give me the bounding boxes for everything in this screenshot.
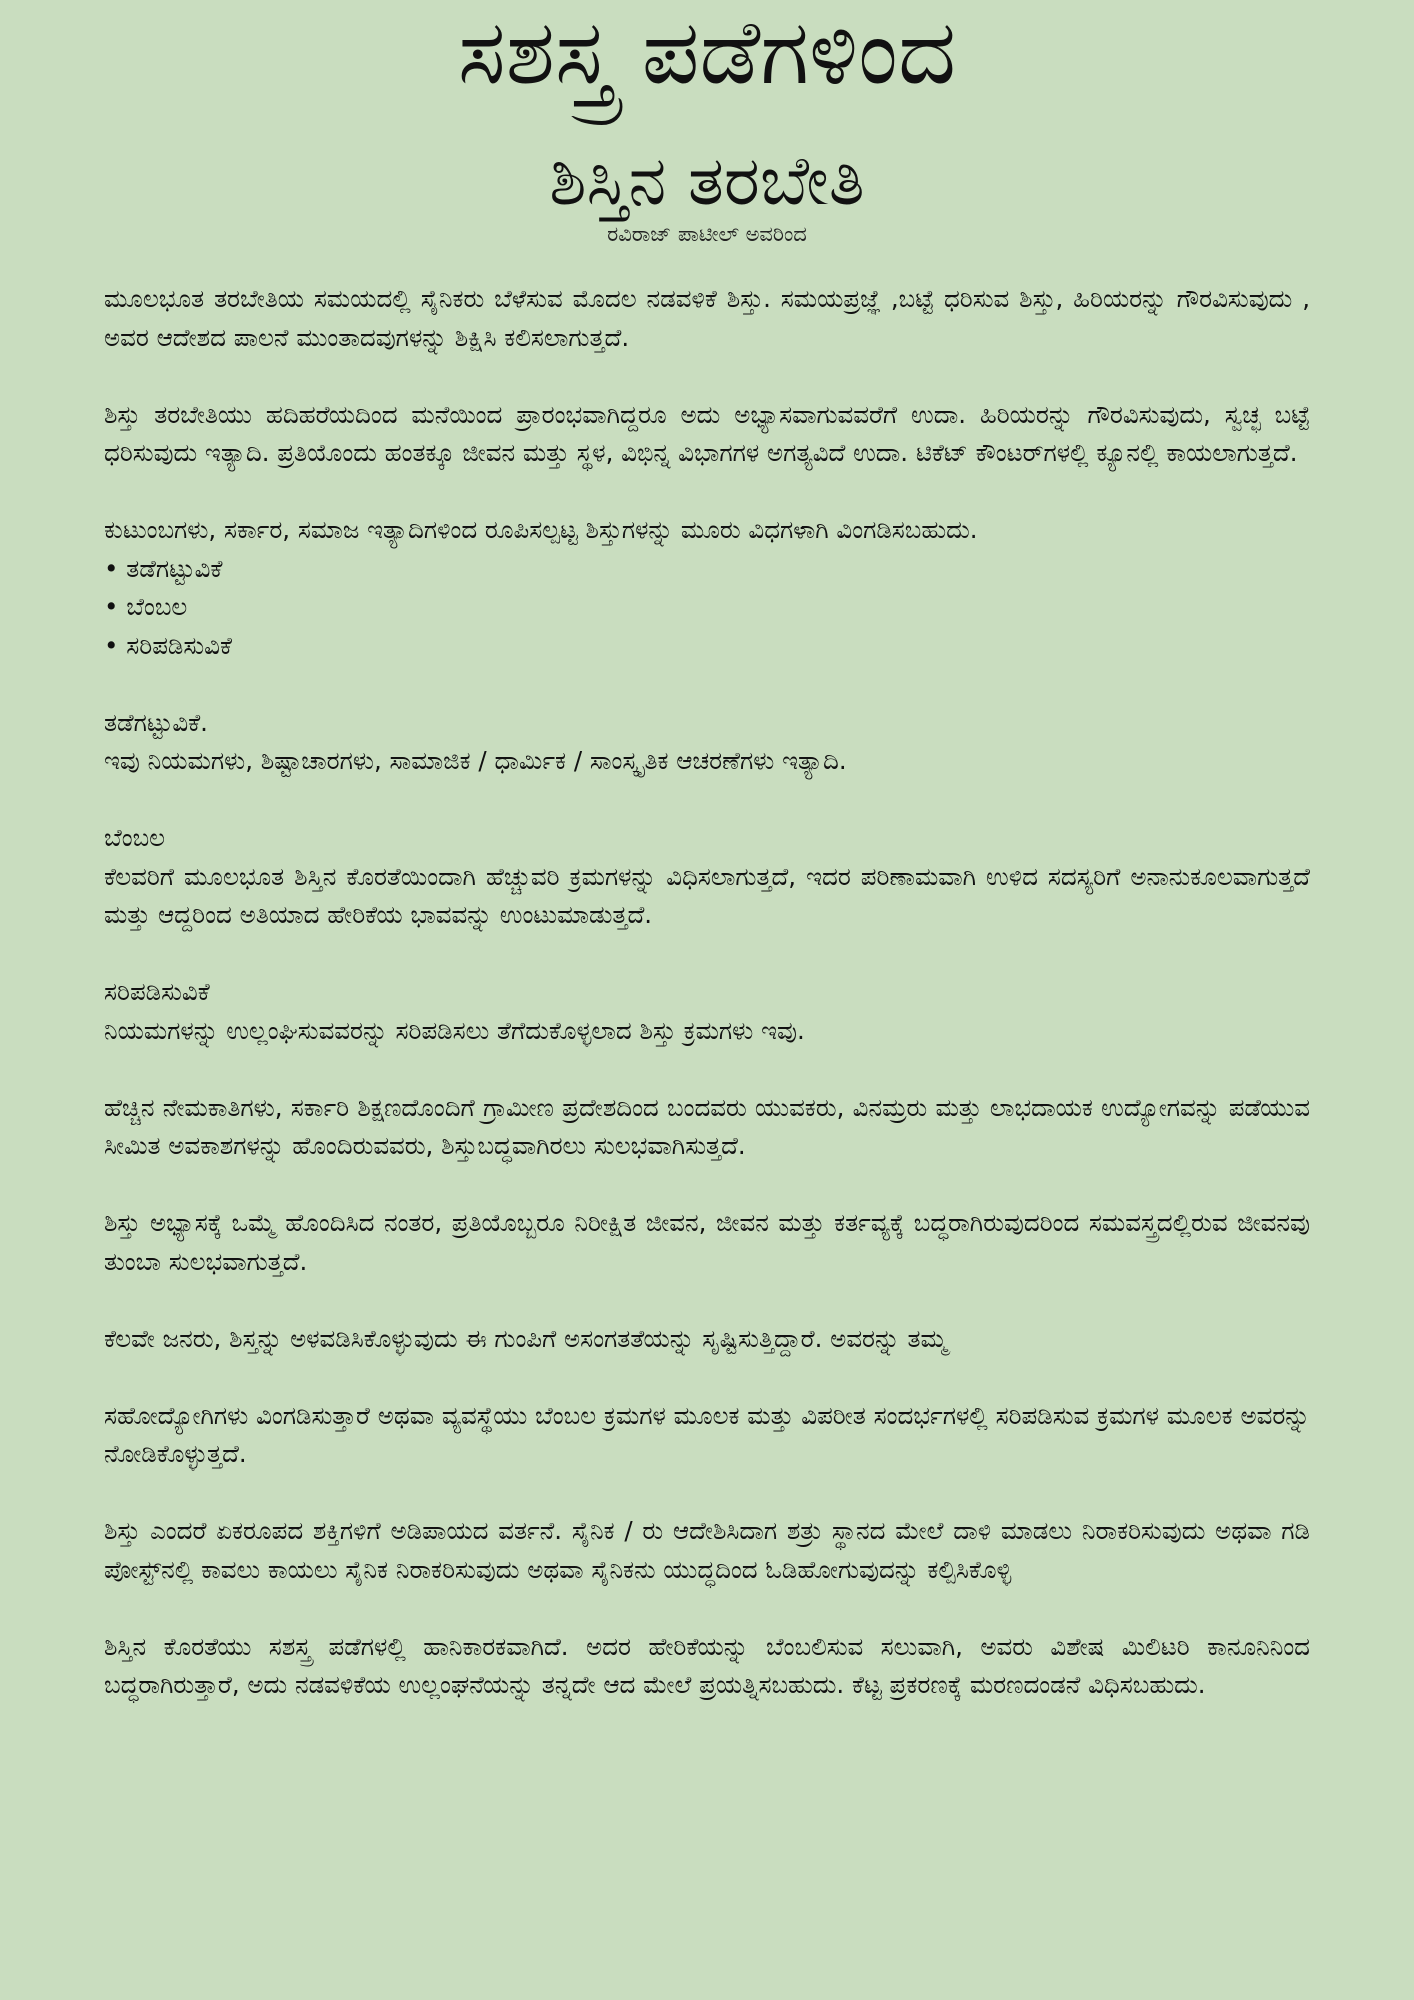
article-body [104,280,1310,1705]
paragraph-intro: ಮೂಲಭೂತ ತರಬೇತಿಯ ಸಮಯದಲ್ಲಿ ಸೈನಿಕರು ಬೆಳೆಸುವ ಮೊದಲ ನಡವಳಿಕೆ ಶಿಸ್ತು. ಸಮಯಪ್ರಜ್ಞೆ ,ಬಟ್ಟೆ ಧರಿಸುವ ಶಿಸ್ತು, ಹಿರಿಯರನ್ನು ಗೌರವಿಸುವುದು , ಅವರ ಆದೇಶದ ಪಾಲನೆ ಮುಂತಾದವುಗಳನ್ನು ಶಿಕ್ಷಿಸಿ ಕಲಿಸಲಾಗುತ್ತದೆ. [104,284,1310,352]
author-byline: ರವಿರಾಜ್ ಪಾಟೀಲ್ ಅವರಿಂದ [607,222,807,246]
paragraph-correction: ನಿಯಮಗಳನ್ನು ಉಲ್ಲಂಘಿಸುವವರನ್ನು ಸರಿಪಡಿಸಲು ತೆಗೆದುಕೊಳ್ಳಲಾದ ಶಿಸ್ತು ಕ್ರಮಗಳು ಇವು. [104,1015,805,1045]
paragraph-definition: ಶಿಸ್ತು ಎಂದರೆ ಏಕರೂಪದ ಶಕ್ತಿಗಳಿಗೆ ಅಡಿಪಾಯದ ವರ್ತನೆ. ಸೈನಿಕ / ರು ಆದೇಶಿಸಿದಾಗ ಶತ್ರು ಸ್ಥಾನದ ಮೇಲೆ ದಾಳಿ ಮಾಡಲು ನಿರಾಕರಿಸುವುದು ಅಥವಾ ಗಡಿ ಪೋಸ್ಟ್‌ನಲ್ಲಿ ಕಾವಲು ಕಾಯಲು ಸೈನಿಕ ನಿರಾಕರಿಸುವುದು ಅಥವಾ ಸೈನಿಕನು ಯುದ್ಧದಿಂದ ಓಡಿಹೋಗುವುದನ್ನು ಕಲ್ಪಿಸಿಕೊಳ್ಳಿ [104,1516,1310,1584]
paragraph-prevention: ಇವು ನಿಯಮಗಳು, ಶಿಷ್ಟಾಚಾರಗಳು, ಸಾಮಾಜಿಕ / ಧಾರ್ಮಿಕ / ಸಾಂಸ್ಕೃತಿಕ ಆಚರಣೆಗಳು ಇತ್ಯಾದಿ. [104,746,847,775]
list-item: • ತಡೆಗಟ್ಟುವಿಕೆ [104,550,1310,589]
section-heading-prevention: ತಡೆಗಟ್ಟುವಿಕೆ. [104,707,208,737]
discipline-types-list [104,550,1310,666]
paragraph-conclusion: ಶಿಸ್ತಿನ ಕೊರತೆಯು ಸಶಸ್ತ್ರ ಪಡೆಗಳಲ್ಲಿ ಹಾನಿಕಾರಕವಾಗಿದೆ. ಅದರ ಹೇರಿಕೆಯನ್ನು ಬೆಂಬಲಿಸುವ ಸಲುವಾಗಿ, ಅವರು ವಿಶೇಷ ಮಿಲಿಟರಿ ಕಾನೂನಿನಿಂದ ಬದ್ಧರಾಗಿರುತ್ತಾರೆ, ಅದು ನಡವಳಿಕೆಯ ಉಲ್ಲಂಘನೆಯನ್ನು ತನ್ನದೇ ಆದ ಮೇಲೆ ಪ್ರಯತ್ನಿಸಬಹುದು. ಕೆಟ್ಟ ಪ್ರಕರಣಕ್ಕೆ ಮರಣದಂಡನೆ ವಿಧಿಸಬಹುದು. [104,1631,1310,1699]
document-subtitle: ಶಿಸ್ತಿನ ತರಬೇತಿ [549,142,865,221]
list-item: • ಬೆಂಬಲ [104,588,1310,627]
paragraph-colleagues: ಸಹೋದ್ಯೋಗಿಗಳು ವಿಂಗಡಿಸುತ್ತಾರೆ ಅಥವಾ ವ್ಯವಸ್ಥೆಯು ಬೆಂಬಲ ಕ್ರಮಗಳ ಮೂಲಕ ಮತ್ತು ವಿಪರೀತ ಸಂದರ್ಭಗಳಲ್ಲಿ ಸರಿಪಡಿಸುವ ಕ್ರಮಗಳ ಮೂಲಕ ಅವರನ್ನು ನೋಡಿಕೊಳ್ಳುತ್ತದೆ. [104,1400,1310,1468]
paragraph-few-people: ಕೆಲವೇ ಜನರು, ಶಿಸ್ತನ್ನು ಅಳವಡಿಸಿಕೊಳ್ಳುವುದು ಈ ಗುಂಪಿಗೆ ಅಸಂಗತತೆಯನ್ನು ಸೃಷ್ಟಿಸುತ್ತಿದ್ದಾರೆ. ಅವರನ್ನು ತಮ್ಮ [104,1323,948,1353]
paragraph-support: ಕೆಲವರಿಗೆ ಮೂಲಭೂತ ಶಿಸ್ತಿನ ಕೊರತೆಯಿಂದಾಗಿ ಹೆಚ್ಚುವರಿ ಕ್ರಮಗಳನ್ನು ವಿಧಿಸಲಾಗುತ್ತದೆ, ಇದರ ಪರಿಣಾಮವಾಗಿ ಉಳಿದ ಸದಸ್ಯರಿಗೆ ಅನಾನುಕೂಲವಾಗುತ್ತದೆ ಮತ್ತು ಆದ್ದರಿಂದ ಅತಿಯಾದ ಹೇರಿಕೆಯ ಭಾವವನ್ನು ಉಂಟುಮಾಡುತ್ತದೆ. [104,861,1310,929]
paragraph-recruits: ಹೆಚ್ಚಿನ ನೇಮಕಾತಿಗಳು, ಸರ್ಕಾರಿ ಶಿಕ್ಷಣದೊಂದಿಗೆ ಗ್ರಾಮೀಣ ಪ್ರದೇಶದಿಂದ ಬಂದವರು ಯುವಕರು, ವಿನಮ್ರರು ಮತ್ತು ಲಾಭದಾಯಕ ಉದ್ಯೋಗವನ್ನು ಪಡೆಯುವ ಸೀಮಿತ ಅವಕಾಶಗಳನ್ನು ಹೊಂದಿರುವವರು, ಶಿಸ್ತುಬದ್ಧವಾಗಿರಲು ಸುಲಭವಾಗಿಸುತ್ತದೆ. [104,1092,1310,1160]
paragraph-training: ಶಿಸ್ತು ತರಬೇತಿಯು ಹದಿಹರೆಯದಿಂದ ಮನೆಯಿಂದ ಪ್ರಾರಂಭವಾಗಿದ್ದರೂ ಅದು ಅಭ್ಯಾಸವಾಗುವವರೆಗೆ ಉದಾ. ಹಿರಿಯರನ್ನು ಗೌರವಿಸುವುದು, ಸ್ವಚ್ಛ ಬಟ್ಟೆ ಧರಿಸುವುದು ಇತ್ಯಾದಿ. ಪ್ರತಿಯೊಂದು ಹಂತಕ್ಕೂ ಜೀವನ ಮತ್ತು ಸ್ಥಳ, ವಿಭಿನ್ನ ವಿಭಾಗಗಳ ಅಗತ್ಯವಿದೆ ಉದಾ. ಟಿಕೆಟ್ ಕೌಂಟರ್‌ಗಳಲ್ಲಿ ಕ್ಯೂನಲ್ಲಿ ಕಾಯಲಾಗುತ್ತದೆ. [104,399,1310,467]
list-item: • ಸರಿಪಡಿಸುವಿಕೆ [104,627,1310,666]
paragraph-habit: ಶಿಸ್ತು ಅಭ್ಯಾಸಕ್ಕೆ ಒಮ್ಮೆ ಹೊಂದಿಸಿದ ನಂತರ, ಪ್ರತಿಯೊಬ್ಬರೂ ನಿರೀಕ್ಷಿತ ಜೀವನ, ಜೀವನ ಮತ್ತು ಕರ್ತವ್ಯಕ್ಕೆ ಬದ್ಧರಾಗಿರುವುದರಿಂದ ಸಮವಸ್ತ್ರದಲ್ಲಿರುವ ಜೀವನವು ತುಂಬಾ ಸುಲಭವಾಗುತ್ತದೆ. [104,1208,1310,1276]
paragraph-types: ಕುಟುಂಬಗಳು, ಸರ್ಕಾರ, ಸಮಾಜ ಇತ್ಯಾದಿಗಳಿಂದ ರೂಪಿಸಲ್ಪಟ್ಟ ಶಿಸ್ತುಗಳನ್ನು ಮೂರು ವಿಧಗಳಾಗಿ ವಿಂಗಡಿಸಬಹುದು. [104,515,978,544]
document-title: ಸಶಸ್ತ್ರ ಪಡೆಗಳಿಂದ [457,0,957,105]
section-heading-support: ಬೆಂಬಲ [104,823,166,852]
section-heading-correction: ಸರಿಪಡಿಸುವಿಕೆ [104,977,210,1006]
